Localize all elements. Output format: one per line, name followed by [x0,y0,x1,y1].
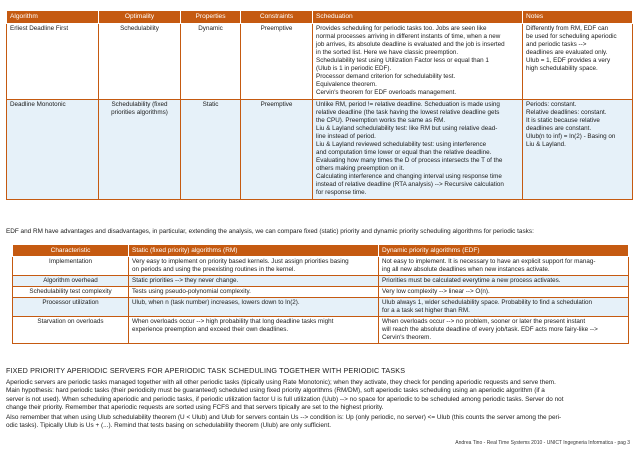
policy-table [6,10,633,200]
text-line: Provides scheduling for periodic tasks too. Jobs are seen like [316,25,487,32]
comparison-row-starvation [13,317,629,344]
text-line: deadlines are constant. [526,125,592,132]
text-line: experience preemption and exceed their own deadlines. [132,326,289,333]
cell-characteristic: Schedulability test complexity [13,287,129,298]
cell-dynamic [379,276,629,287]
text-line: Differently from RM, EDF can [526,25,609,32]
cell-scheduation [313,24,523,100]
cell-characteristic: Implementation [13,257,129,276]
text-line: Periods: constant. [526,101,577,108]
text-line: Very easy to implement on priority based kernels. Just assign priorities basing [132,258,349,265]
text-line: odic tasks). Tipically Ulub is Us + (...). Remind that tests basing on schedulability theorem (Ulub) are only sufficient. [6,422,332,430]
comparison-row-implementation [13,257,629,276]
header-algorithm: Algorithm [7,11,99,24]
text-line: Ulub always 1, wider schedulability space. Probability to find a schedulation [382,299,593,306]
text-line: high schedulability space. [526,65,598,72]
text-line: instead of relative deadline (RTA analysis) --> Recursive calculation [316,181,504,188]
policy-table-header [7,11,633,24]
header-scheduation: Scheduation [313,11,523,24]
header-static: Static (fixed priority) algorithms (RM) [129,245,379,257]
text-line: others making preemption on it. [316,165,405,172]
comparison-row-utilization [13,298,629,317]
text-line: Ulub(n to inf) = ln(2) - Basing on [526,133,616,140]
text-line: Liu & Layland schedulability test: like RM but using relative dead- [316,125,498,132]
text-line: for a a task set higher than RM. [382,307,470,314]
text-line: Unlike RM, period != relative deadline. Scheduation is made using [316,101,500,108]
cell-algorithm: Deadline Monotonic [7,100,99,200]
page-footer: Andrea Tino - Real Time Systems 2010 - UNICT Ingegneria Informatica - pag 3 [455,440,630,446]
text-line: for response time. [316,189,367,196]
cell-optimality: Schedulability [99,24,181,100]
text-line: change their priority. Remember that aperiodic requests are sorted using FCFS and that servers tipically are set to the highest priority. [6,404,384,412]
text-line: in the sorted list. Here we have classic preemption. [316,49,459,56]
text-line: Schedulability test using Utilization Factor less or equal than 1 [316,57,489,64]
policy-row-dm [7,100,633,200]
text-line: Relative deadlines: constant. [526,109,607,116]
header-notes: Notes [523,11,633,24]
paragraph-ulub [6,414,632,431]
text-line: Evaluating how many times the D of process intersects the T of the [316,157,503,164]
section-heading: FIXED PRIORITY APERIODIC SERVERS FOR APERIODIC TASK SCHEDULING TOGETHER WITH PERIODIC TASKS [6,366,406,375]
cell-static [129,287,379,298]
text-line: It is static because relative [526,117,600,124]
text-line: on periods and using the preexisting routines in the kernel. [132,266,296,273]
text-line: Ulub, when n (task number) increases, lowers down to ln(2). [132,299,300,306]
text-line: will reach the absolute deadline of every job/task. EDF acts more fairy-like --> [382,326,598,333]
text-line: job arrives, its absolute deadline is evaluated and the job is inserted [316,41,505,48]
text-line: normal processes arriving in different instants of time, when a new [316,33,501,40]
intro-line: EDF and RM have advantages and disadvantages, in particular, extending the analysis, we can compare fixed (static) priority and dynamic priority scheduling algorithms for periodic tasks: [6,228,534,235]
text-line: and computation time lower or equal than the relative deadline. [316,149,492,156]
cell-dynamic [379,287,629,298]
text-line: Also remember that when using Ulub schedulability theorem (U < Ulub) and Ulub for servers contain Us --> condition is: Up (only periodic, no server) <= Ulub (this counts the server among the peri- [6,414,562,421]
policy-row-edf [7,24,633,100]
text-line: When overloads occur --> no problem, sooner or later the present instant [382,318,586,325]
header-properties: Properties [181,11,241,24]
cell-constraints: Preemptive [241,100,313,200]
cell-characteristic: Starvation on overloads [13,317,129,344]
text-line: Aperiodic servers are periodic tasks managed together with all other periodic tasks (tipically using Rate Monotonic); when they activate, they check for pending aperiodic requests and serve them. [6,379,556,386]
text-line: server is not used). When scheduling aperiodic and periodic tasks, if periodic utilization factor U is full utilization (Uub) --> no space for aperiodic to be scheduled among periodic tasks. Server do not [6,395,564,403]
cell-static [129,257,379,276]
text-line: Ulub = 1, EDF provides a very [526,57,611,64]
text-line: Priorities must be calculated everytime a new process activates. [382,277,561,284]
cell-notes [523,100,633,200]
text-line: Main hypothesis: hard periodic tasks (their periodicity must be guaranteed) scheduled using fixed priority algorithms (RM/DM), soft aperiodic tasks scheduling using an aperiodic algorithm (if a [6,387,545,395]
text-line: Cervin's theorem for EDF overloads management. [316,89,457,96]
cell-properties: Static [181,100,241,200]
header-dynamic: Dynamic priority algorithms (EDF) [379,245,629,257]
text-line: Very low complexity --> linear --> O(n). [382,288,490,295]
cell-constraints: Preemptive [241,24,313,100]
text-line: Not easy to implement. It is necessary to have an explicit support for manag- [382,258,596,265]
text-line: the CPU). Preemption works the same as RM. [316,117,446,124]
text-line: When overloads occur --> high probability that long deadline tasks might [132,318,334,325]
text-line: line instead of period. [316,133,376,140]
cell-static [129,317,379,344]
text-line: be used for scheduling aperiodic [526,33,617,40]
comparison-row-test-complexity [13,287,629,298]
cell-properties: Dynamic [181,24,241,100]
text-line: Static priorities --> they never change. [132,277,239,284]
cell-scheduation [313,100,523,200]
comparison-row-overhead [13,276,629,287]
text-line: Tests using pseudo-polynomial complexity. [132,288,251,295]
text-line: deadlines are evaluated only. [526,49,608,56]
text-line: Equivalence theorem. [316,81,377,88]
text-line: Liu & Layland. [526,141,566,148]
comparison-table [12,244,629,344]
cell-dynamic [379,317,629,344]
text-line: relative deadline (the task having the lowest relative deadline gets [316,109,500,116]
comparison-table-header [13,245,629,257]
text-line: and periodic tasks --> [526,41,587,48]
paragraph-aperiodic-servers [6,379,632,413]
cell-algorithm: Erliest Deadline First [7,24,99,100]
header-optimality: Optimality [99,11,181,24]
text-line: Calculating interference and changing interval using response time [316,173,502,180]
text-line: Cervin's theorem. [382,334,432,341]
text-line: Processor demand criterion for schedulability test. [316,73,456,80]
header-constraints: Constraints [241,11,313,24]
text-line: Liu & Layland reviewed schedulability test: using interference [316,141,487,148]
text-line: (Ulub is 1 in periodic EDF). [316,65,392,72]
cell-static [129,298,379,317]
cell-optimality: Schedulability (fixed priorities algorithms) [99,100,181,200]
cell-dynamic [379,298,629,317]
cell-characteristic: Processor utilization [13,298,129,317]
cell-notes [523,24,633,100]
cell-characteristic: Algorithm overhead [13,276,129,287]
cell-dynamic [379,257,629,276]
text-line: ing all new absolute deadlines when new instances activate. [382,266,550,273]
header-characteristic: Characteristic [13,245,129,257]
cell-static [129,276,379,287]
